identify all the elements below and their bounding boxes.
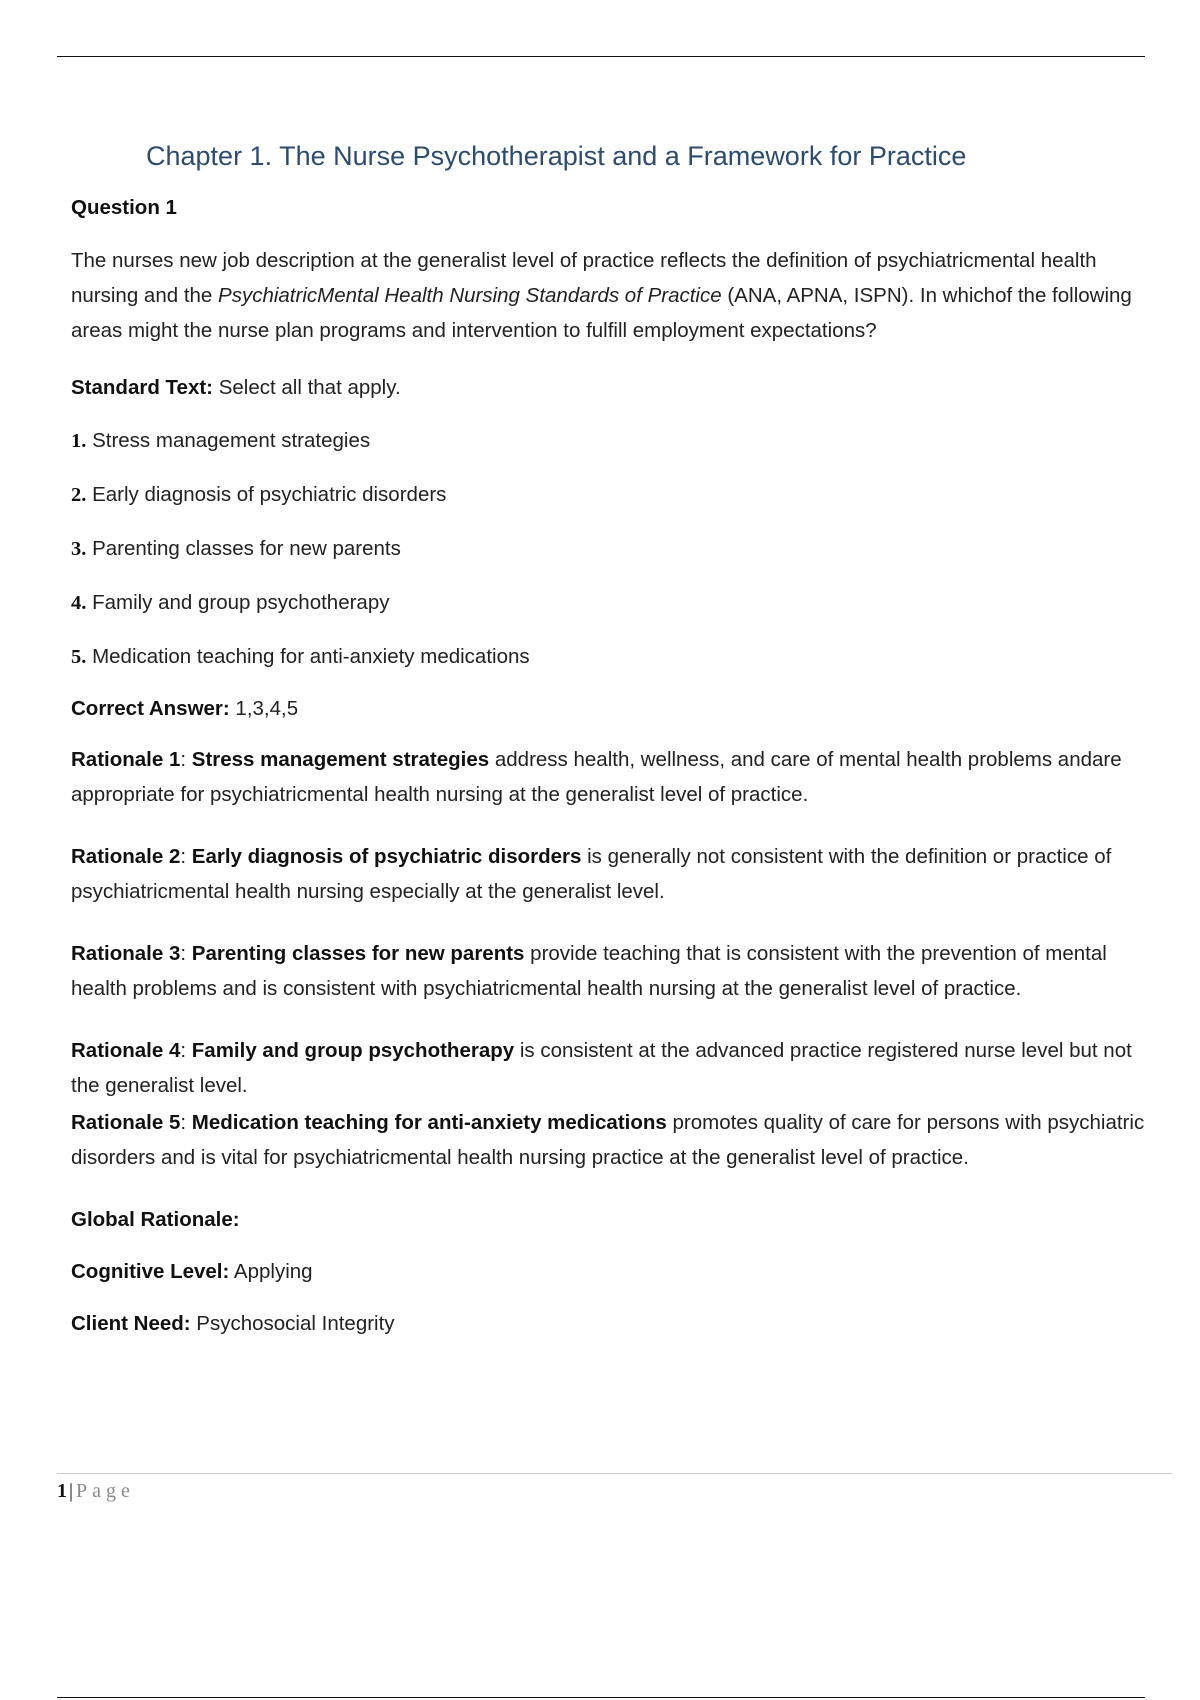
rationale-text: address health, wellness, and care of mental health problems andare appropriate for psychiatricmental health nursing at the generalist level of practice.: [71, 748, 1122, 806]
option-number: 1.: [71, 430, 87, 452]
rationale-label: Rationale 2: [71, 845, 181, 868]
option-number: 3.: [71, 538, 87, 560]
global-rationale: [71, 1202, 1161, 1237]
rationale-2: Rationale 2: Early diagnosis of psychiatric disorders is generally not consistent with the definition or practice of psychiatricmental health nursing especially at the generalist level.: [71, 845, 1112, 903]
correct-answer-label: Correct Answer:: [71, 697, 230, 720]
rationale-label: Rationale 1: [71, 748, 181, 771]
client-need-value: Psychosocial Integrity: [190, 1312, 395, 1335]
answer-option: [71, 585, 1161, 621]
rationale-topic: Family and group psychotherapy: [191, 1039, 515, 1062]
standard-text-value: Select all that apply.: [213, 376, 401, 399]
rationale-topic: Medication teaching for anti-anxiety medications: [191, 1111, 667, 1134]
cognitive-level: [71, 1254, 1161, 1289]
question-heading: Question 1: [71, 196, 177, 219]
footer-rule: [57, 1473, 1172, 1474]
rationale-text: promotes quality of care for persons with psychiatric disorders and is vital for psychiatricmental health nursing practice at the generalist level of practice.: [71, 1111, 1145, 1169]
option-text: Early diagnosis of psychiatric disorders: [86, 483, 447, 506]
bottom-rule: [57, 1697, 1145, 1698]
rationale-1: Rationale 1: Stress management strategies address health, wellness, and care of mental health problems andare appropriate for psychiatricmental health nursing at the generalist level of practice.: [71, 748, 1122, 806]
client-need-label: Client Need:: [71, 1312, 191, 1335]
rationale-topic: Stress management strategies: [191, 748, 490, 771]
stem-italic-title: PsychiatricMental Health Nursing Standards of Practice: [218, 284, 722, 307]
cognitive-level-value: Applying: [229, 1260, 313, 1283]
answer-option: [71, 477, 1161, 513]
option-number: 4.: [71, 592, 87, 614]
standard-text-label: Standard Text:: [71, 376, 213, 399]
rationale-topic: Early diagnosis of psychiatric disorders: [191, 845, 582, 868]
correct-answer: [71, 691, 1161, 726]
page-footer: [57, 1478, 135, 1504]
answer-options: [71, 423, 1161, 675]
rationale-text: is consistent at the advanced practice registered nurse level but not the generalist level.: [71, 1039, 1132, 1097]
global-rationale-label: Global Rationale:: [71, 1208, 240, 1231]
option-number: 5.: [71, 646, 87, 668]
option-text: Medication teaching for anti-anxiety medications: [86, 645, 530, 668]
rationale-5: Rationale 5: Medication teaching for anti-anxiety medications promotes quality of care for persons with psychiatric disorders and is vital for psychiatricmental health nursing practice at the generalist level of practice.: [71, 1111, 1145, 1169]
question-stem: [71, 243, 1161, 348]
client-need: [71, 1306, 1161, 1341]
correct-answer-value: 1,3,4,5: [229, 697, 299, 720]
rationale-3: Rationale 3: Parenting classes for new parents provide teaching that is consistent with the prevention of mental health problems and is consistent with psychiatricmental health nursing at the generalist level of practice.: [71, 942, 1107, 1000]
stem-text-end: (ANA, APNA, ISPN). In whichof the following areas might the nurse plan programs and intervention to fulfill employment expectations?: [71, 284, 1132, 342]
rationale-topic: Parenting classes for new parents: [191, 942, 525, 965]
document-body: [71, 136, 1161, 1341]
option-text: Parenting classes for new parents: [86, 537, 401, 560]
header-rule: [57, 56, 1145, 57]
rationale-label: Rationale 4: [71, 1039, 181, 1062]
standard-text: [71, 370, 1161, 405]
rationale-label: Rationale 5: [71, 1111, 181, 1134]
option-text: Stress management strategies: [86, 429, 371, 452]
stem-text: The nurses new job description at the generalist level of practice reflects the definition of psychiatricmental health nursing and the: [71, 249, 1097, 307]
rationale-label: Rationale 3: [71, 942, 181, 965]
cognitive-level-label: Cognitive Level:: [71, 1260, 230, 1283]
chapter-title: Chapter 1. The Nurse Psychotherapist and a Framework for Practice: [146, 141, 967, 171]
rationale-4: Rationale 4: Family and group psychotherapy is consistent at the advanced practice registered nurse level but not the generalist level.: [71, 1039, 1132, 1097]
page-label: Page: [76, 1480, 135, 1502]
rationale-text: is generally not consistent with the definition or practice of psychiatricmental health nursing especially at the generalist level.: [71, 845, 1112, 903]
option-number: 2.: [71, 484, 87, 506]
rationale-text: provide teaching that is consistent with the prevention of mental health problems and is consistent with psychiatricmental health nursing at the generalist level of practice.: [71, 942, 1107, 1000]
answer-option: [71, 423, 1161, 459]
page-number: 1: [57, 1480, 67, 1502]
answer-option: [71, 531, 1161, 567]
footer-separator: |: [69, 1480, 74, 1502]
answer-option: [71, 639, 1161, 675]
option-text: Family and group psychotherapy: [86, 591, 390, 614]
